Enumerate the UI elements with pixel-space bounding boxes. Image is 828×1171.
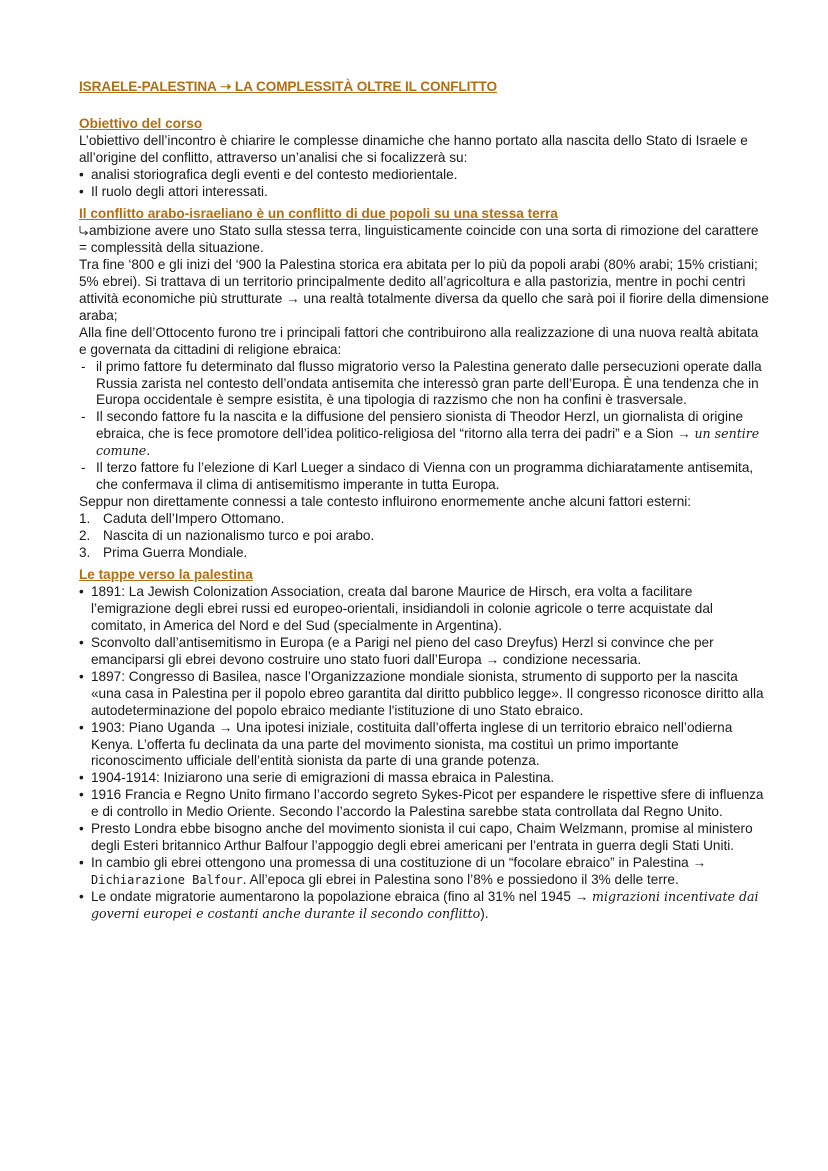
document-title: ISRAELE-PALESTINA ➝ LA COMPLESSITÀ OLTRE IL CONFLITTO [79, 79, 497, 94]
list-item: • Sconvolto dall’antisemitismo in Europa (e a Parigi nel pieno del caso Dreyfus) Herzl si convince che per emanciparsi gli ebrei devono costruire uno stato fuori dall’Europa → condizione necessaria. [79, 635, 769, 669]
paragraph [79, 223, 769, 257]
section-heading: Il conflitto arabo-israeliano è un conflitto di due popoli su una stessa terra [79, 206, 558, 222]
paragraph: Tra fine ‘800 e gli inizi del ‘900 la Palestina storica era abitata per lo più da popoli arabi (80% arabi; 15% cristiani; 5% ebrei). Si trattava di un territorio principalmente dedito all’agricoltura e alla pastorizia, mentre in pochi centri attività economiche più strutturate → una realtà totalmente diversa da quello che sarà poi il fiorire della dimensione araba; [79, 257, 769, 323]
list-item: - Il terzo fattore fu l’elezione di Karl Lueger a sindaco di Vienna con un programma dichiaratamente antisemita, che confermava il clima di antisemitismo imperante in tutta Europa. [79, 460, 769, 494]
list-item: • 1916 Francia e Regno Unito firmano l’accordo segreto Sykes-Picot per espandere le rispettive sfere di influenza e di controllo in Medio Oriente. Secondo l’accordo la Palestina sarebbe stata controllata dal Regno Unito. [79, 787, 769, 821]
section-heading: Le tappe verso la palestina [79, 567, 253, 583]
section-conflict [79, 206, 769, 561]
list-item [79, 528, 769, 545]
document-body [79, 79, 769, 927]
list-item: • 1904-1914: Iniziarono una serie di emigrazioni di massa ebraica in Palestina. [79, 770, 769, 787]
list-number: 2. [79, 527, 91, 543]
section-stages [79, 567, 769, 922]
list-item-text: Le ondate migratorie aumentarono la popolazione ebraica (fino al 31% nel 1945 → [91, 888, 593, 904]
list-item [79, 889, 769, 923]
list-item: • 1903: Piano Uganda → Una ipotesi iniziale, costituita dall’offerta inglese di un territorio ebraico nell’odierna Kenya. L’offerta fu declinata da una parte del movimento sionista, ma costituì un primo importante riconoscimento ufficiale dell’entità sionista da parte di una grande potenza. [79, 720, 769, 771]
dash-list [79, 359, 769, 494]
numbered-list [79, 511, 769, 562]
list-item-text: Caduta dell’Impero Ottomano. [103, 510, 285, 526]
list-item-text: Prima Guerra Mondiale. [103, 544, 248, 560]
list-number: 1. [79, 510, 91, 526]
list-item: - il primo fattore fu determinato dal flusso migratorio verso la Palestina generato dalle persecuzioni operate dalla Russia zarista nel contesto dell’ondata antisemita che interessò gran parte dell’Europa. È una tendenza che in Europa occidentale è sempre esistita, è una tipologia di razzismo che non ha confini è trasversale. [79, 359, 769, 410]
list-item: • analisi storiografica degli eventi e del contesto mediorientale. [79, 167, 769, 184]
list-item-text: ). [480, 905, 489, 921]
list-item: • Il ruolo degli attori interessati. [79, 184, 769, 201]
list-item: • 1891: La Jewish Colonization Association, creata dal barone Maurice de Hirsch, era volta a facilitare l’emigrazione degli ebrei russi ed europeo-orientali, insidiandoli in colonie agricole o terre acquistate dal comitato, in America del Nord e del Sud (specialmente in Argentina). [79, 584, 769, 635]
list-item [79, 409, 769, 460]
paragraph: Alla fine dell’Ottocento furono tre i principali fattori che contribuirono alla realizzazione di una nuova realtà abitata e governata da cittadini di religione ebraica: [79, 324, 759, 357]
hook-arrow-icon [79, 223, 89, 240]
list-item [79, 545, 769, 562]
mono-text: Dichiarazione Balfour [91, 872, 243, 887]
bullet-list [79, 584, 769, 922]
list-item [79, 511, 769, 528]
list-item-text: . All’epoca gli ebrei in Palestina sono l’8% e possiedono il 3% delle terre. [242, 871, 679, 887]
paragraph: Seppur non direttamente connessi a tale contesto influirono enormemente anche alcuni fattori esterni: [79, 493, 692, 509]
italic-text: un sentire comune. [96, 426, 760, 459]
list-item-text: Nascita di un nazionalismo turco e poi arabo. [103, 527, 375, 543]
list-item-text: Il secondo fattore fu la nascita e la diffusione del pensiero sionista di Theodor Herzl, un giornalista di origine ebraica, che is fece promotore dell’idea politico-religiosa del “ritorno alla terra dei padri” e a Sion → [96, 409, 744, 442]
list-item [79, 855, 769, 889]
paragraph-text: ambizione avere uno Stato sulla stessa terra, linguisticamente coincide con una sorta di rimozione del carattere = complessità della situazione. [79, 223, 759, 256]
section-heading: Obiettivo del corso [79, 115, 203, 131]
paragraph: L’obiettivo dell’incontro è chiarire le complesse dinamiche che hanno portato alla nascita dello Stato di Israele e all’origine del conflitto, attraverso un’analisi che si focalizzerà su: [79, 132, 748, 165]
list-item-text: In cambio gli ebrei ottengono una promessa di una costituzione di un “focolare ebraico” in Palestina → [91, 854, 707, 870]
italic-text: migrazioni incentivate dai governi europei e costanti anche durante il secondo conflitto [91, 888, 759, 921]
list-number: 3. [79, 544, 91, 560]
list-item: • 1897: Congresso di Basilea, nasce l’Organizzazione mondiale sionista, strumento di supporto per la nascita «una casa in Palestina per il popolo ebreo garantita dal diritto pubblico legge». Il congresso riconosce diritto alla autodeterminazione del popolo ebraico mediante l'istituzione di uno Stato ebraico. [79, 669, 769, 720]
bullet-list [79, 167, 769, 201]
section-course-objective [79, 116, 769, 201]
list-item: • Presto Londra ebbe bisogno anche del movimento sionista il cui capo, Chaim Welzmann, promise al ministero degli Esteri britannico Arthur Balfour l’appoggio degli ebrei americani per l’entrata in guerra degli Stati Uniti. [79, 821, 769, 855]
